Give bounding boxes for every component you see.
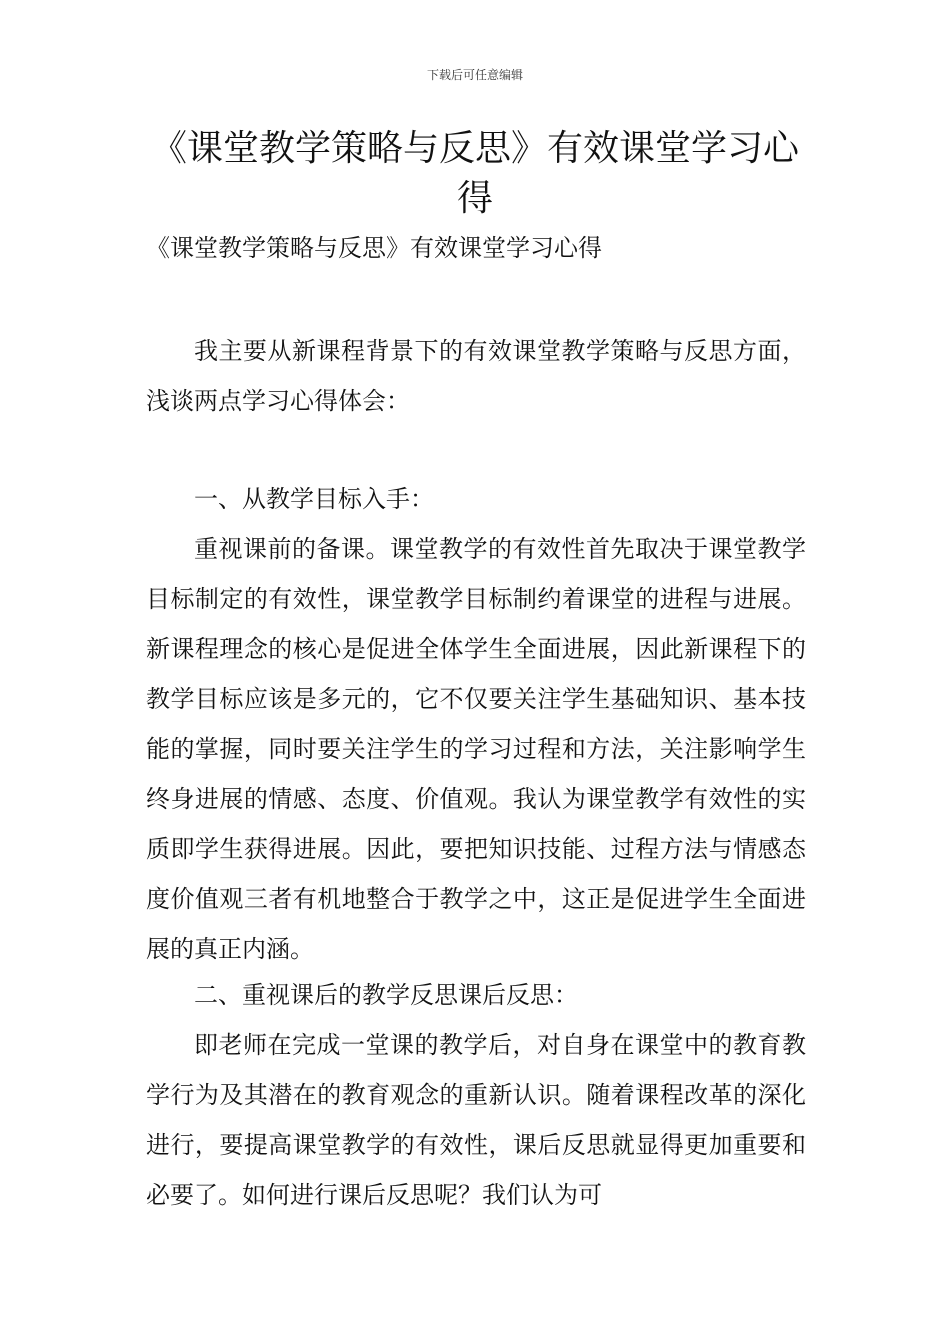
section-two-heading-block: [146, 970, 806, 1020]
intro-paragraph-block: [146, 326, 806, 426]
section-one-heading-block: [146, 474, 806, 524]
header-note: 下载后可任意编辑: [426, 68, 523, 82]
intro-paragraph: 我主要从新课程背景下的有效课堂教学策略与反思方面，浅谈两点学习心得体会：: [146, 337, 806, 415]
section-one-body-block: [146, 524, 806, 974]
section-two-paragraph: 即老师在完成一堂课的教学后，对自身在课堂中的教育教学行为及其潜在的教育观念的重新认识。随着课程改革的深化进行，要提高课堂教学的有效性，课后反思就显得更加重要和必要了。如何进行课后反思呢？我们认为可: [146, 1031, 806, 1209]
section-one-paragraph: 重视课前的备课。课堂教学的有效性首先取决于课堂教学目标制定的有效性，课堂教学目标制约着课堂的进程与进展。新课程理念的核心是促进全体学生全面进展，因此新课程下的教学目标应该是多元的，它不仅要关注学生基础知识、基本技能的掌握，同时要关注学生的学习过程和方法，关注影响学生终身进展的情感、态度、价值观。我认为课堂教学有效性的实质即学生获得进展。因此，要把知识技能、过程方法与情感态度价值观三者有机地整合于教学之中，这正是促进学生全面进展的真正内涵。: [146, 535, 806, 963]
document-title: 《课堂教学策略与反思》有效课堂学习心得: [150, 128, 799, 219]
document-subtitle: 《课堂教学策略与反思》有效课堂学习心得: [146, 234, 602, 262]
section-two-body-block: [146, 1020, 806, 1220]
section-one-heading: 一、从教学目标入手：: [194, 485, 434, 513]
section-two-heading: 二、重视课后的教学反思课后反思：: [194, 981, 578, 1009]
